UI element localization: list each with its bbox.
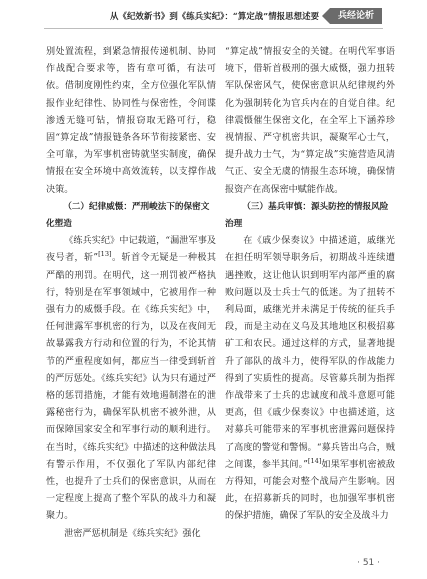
left-paragraph-2-a: 《练兵实纪》中记载道，“漏泄军事及夜号者，斩” <box>46 236 216 264</box>
left-paragraph-3: 泄密严惩机制是《练兵实纪》强化 <box>64 528 201 539</box>
running-header-title: 从《纪效新书》到《练兵实纪》：“算定战”情报思想述要 <box>110 11 320 21</box>
left-column <box>46 44 216 543</box>
subheading-3: （三）基兵审慎：源头防控的情报风险治理 <box>225 201 389 230</box>
right-paragraph-2-a: 在《戚少保奏议》中描述道，戚继光在担任明军领导职务后，初期战斗连续遭遇挫败，这让他认识到明军内部严重的腐败问题以及士兵士气的低迷。为了扭转不利局面，戚继光并未满足于传统的征兵手段，而是主动在义乌及其地地区积极招募矿工和农民。通过这样的方式，显著地提升了部队的战斗力，使得军队的作战能力得到了实质性的提高。尽管募兵制为指挥作战带来了士兵的忠诚度和战斗意愿可能更高，但《戚少保奏议》中也描述道，这对募兵可能带来的军事机密泄露问题保持了高度的警觉和警惕。“募兵皆出乌合，贼之间谍，参半其间。” <box>225 236 395 470</box>
right-column <box>225 44 395 526</box>
section-tag: 兵经论析 <box>330 8 382 24</box>
left-paragraph-2 <box>46 233 216 525</box>
header-rule <box>44 28 383 29</box>
right-paragraph-2 <box>225 233 395 525</box>
citation-13: [13] <box>98 250 112 259</box>
left-paragraph-1: 别处置流程，到紧急情报传递机制、协同作战配合要求等，皆有章可循，有法可依。借制度刚性约束，全方位强化军队情报作业纪律性、协同性与保密性，令间谍渗透无缝可钻，情报窃取无路可行，稳固“算定战”情报链条各环节衔接紧密、安全可靠，为军事机密铸就坚实制度，确保情报在安全环境中高效流转，以支撑作战决策。 <box>46 47 216 195</box>
right-paragraph-1: “算定战”情报安全的关键。在明代军事语境下，借斩首极刑的强大威慑，强力扭转军队保密风气，使保密意识从纪律规约外化为强制转化为官兵内在的自觉自律。纪律震慑催生保密文化，在全军上下涵养珍视情报、严守机密共识，凝聚军心士气，提升战力士气，为“算定战”实施营造风清气正、安全无虞的情报生态环境，确保情报资产在高保密中赋能作战。 <box>225 47 395 195</box>
running-header <box>0 8 427 28</box>
subheading-2: （二）纪律威慑：严刑峻法下的保密文化塑造 <box>46 201 210 230</box>
left-paragraph-2-b: 。斩首令无疑是一种极其严酷的刑罚。在明代，这一刑罚被严格执行，特别是在军事领域中，它被用作一种强有力的威慑手段。在《练兵实纪》中，任何泄露军事机密的行为，以及在夜间无故暴露我方行动和位置的行为，不论其情节的严重程度如何，都应当一律受到斩首的严厉惩处。《练兵实纪》认为只有通过严格的惩罚措施，才能有效地遏制潜在的泄露秘密行为，确保军队机密不被外泄，从而保障国家安全和军事行动的顺利进行。在当时，《练兵实纪》中描述的这种做法具有警示作用，不仅强化了军队内部纪律性，也提升了士兵们的保密意识，从而在一定程度上提高了整个军队的战斗力和凝聚力。 <box>46 253 216 522</box>
citation-14: [14] <box>307 456 322 465</box>
right-paragraph-2-b: 如果军事机密被敌方得知，可能会对整个战局产生影响。因此，在招募新兵的同时，也加强军事机密的保护措施，确保了军队的安全及战斗力 <box>225 459 395 522</box>
page-number: · 51 · <box>357 558 380 568</box>
